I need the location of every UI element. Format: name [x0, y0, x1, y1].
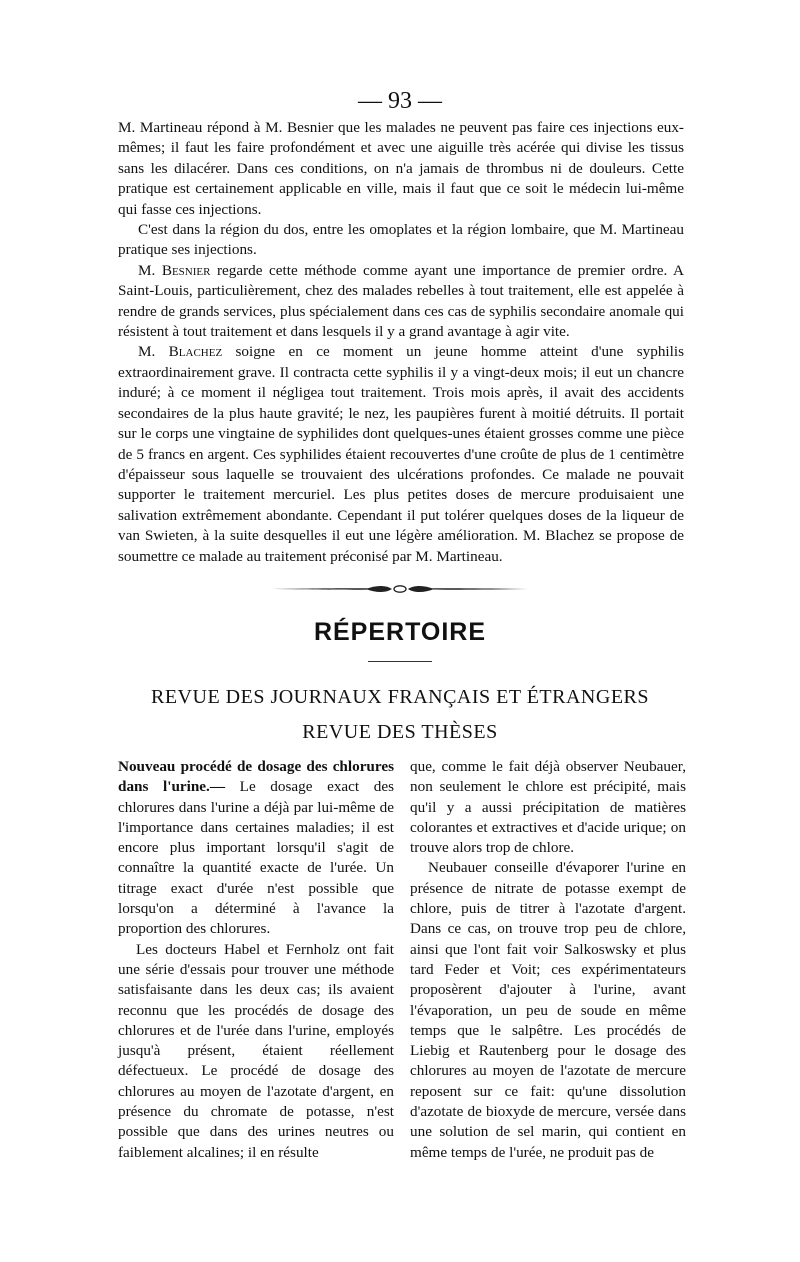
discussion-text	[118, 118, 684, 567]
page-number: — 93 —	[358, 88, 442, 114]
article-title: Nouveau procédé de dosage des chlorures dans l'urine.—	[118, 758, 394, 796]
paragraph-blachez: M. Blachez soigne en ce moment un jeune homme atteint d'une syphilis extraordinairement grave. Il contracta cette syphilis il y a vingt-deux mois; il eut un chancre induré; à ce moment il négligea tout traitement. Trois mois après, il avait des accidents secondaires de la plus haute gravité; le nez, les paupières furent à moitié détruits. Il portait sur le corps une vingtaine de syphilides dont quelques-unes étaient grosses comme une pièce de 5 francs en argent. Ces syphilides étaient recouvertes d'une croûte de plus de 1 centimètre d'épaisseur sous laquelle se trouvaient des ulcérations profondes. Ce malade ne pouvait supporter le traitement mercuriel. Les plus petites doses de mercure produisaient une salivation extrêmement abondante. Cependant il put tolérer quelques doses de la liqueur de van Swieten, à la suite desquelles il eut une légère amélioration. M. Blachez se propose de soumettre ce malade au traitement préconisé par M. Martineau.	[118, 343, 684, 565]
article-left-column	[118, 757, 394, 1163]
speaker-name: Besnier	[161, 261, 211, 279]
speaker-name: Blachez	[168, 343, 223, 361]
paragraph-text: regarde cette méthode comme ayant une importance de premier ordre. A Saint-Louis, particulièrement, chez des malades rebelles à tout traitement, elle est appelée à rendre de grands services, plus spécialement dans ces cas de syphilis secondaire anomale qui résistent à tout traitement et dans lesquels il y a grand avantage à agir vite.	[118, 261, 684, 341]
subtitle-theses: REVUE DES THÈSES	[302, 721, 498, 743]
article-right-column	[410, 757, 686, 1163]
article-paragraph: que, comme le fait déjà observer Neubauer, non seulement le chlore est précipité, mais qu'il y a aussi précipitation de matières colorantes et extractives et d'acide urique; on trouve alors trop de chlore.	[410, 758, 686, 857]
ornamental-separator	[0, 583, 800, 595]
paragraph-injection-site: C'est dans la région du dos, entre les omoplates et la région lombaire, que M. Martineau pratique ses injections.	[118, 221, 684, 259]
article-paragraph: Les docteurs Habel et Fernholz ont fait une série d'essais pour trouver une méthode satisfaisante dans les deux cas; ils avaient reconnu que les procédés de dosage des chlorures et de l'urée dans l'urine, employés jusqu'à présent, étaient réellement défectueux. Le procédé de dosage des chlorures au moyen de l'azotate d'argent, en présence du chromate de potasse, n'est possible que dans des urines neutres ou faiblement alcalines; il en résulte	[118, 940, 394, 1161]
paragraph-martineau: M. Martineau répond à M. Besnier que les malades ne peuvent pas faire ces injections eux-mêmes; il faut les faire profondément et avec une aiguille très acérée qui divise les tissus sans les dilacérer. Dans ces conditions, on n'a jamais de thrombus ni de douleurs. Cette pratique est certainement applicable en ville, mais il faut que ce soit le médecin lui-même qui fasse ces injections.	[118, 119, 684, 218]
article-first-paragraph	[118, 757, 394, 940]
article-paragraph: Neubauer conseille d'évaporer l'urine en présence de nitrate de potasse exempt de chlore, puis de titrer à l'azotate d'argent. Dans ce cas, on trouve trop peu de chlore, ainsi que l'ont fait voir Salkoswsky et plus tard Feder et Voit; ces expérimentateurs proposèrent d'ajouter à l'urine, avant l'évaporation, un peu de soude en même temps que le salpêtre. Les procédés de Liebig et Rautenberg pour le dosage des chlorures au moyen de l'azotate de mercure reposent sur ce fait: qu'une dissolution d'azotate de bioxyde de mercure, versée dans une solution de sel marin, qui contient en même temps de l'urée, ne produit pas de	[410, 859, 686, 1161]
title-rule	[368, 661, 432, 662]
section-title: RÉPERTOIRE	[313, 618, 487, 646]
subtitle-journaux: REVUE DES JOURNAUX FRANÇAIS ET ÉTRANGERS	[151, 686, 649, 708]
paragraph-besnier: M. Besnier regarde cette méthode comme ayant une importance de premier ordre. A Saint-Louis, particulièrement, chez des malades rebelles à tout traitement, elle est appelée à rendre de grands services, plus spécialement dans ces cas de syphilis secondaire anomale qui résistent à tout traitement et dans lesquels il y a grand avantage à agir vite.	[118, 261, 684, 341]
article-text: Le dosage exact des chlorures dans l'urine a déjà par lui-même de l'importance dans certaines maladies; il est encore plus important lorsqu'il s'agit de connaître la quantité exacte de l'urée. Un titrage exact d'urée n'est possible que lorsqu'on a déterminé à l'avance la proportion des chlorures.	[118, 778, 395, 938]
paragraph-text: soigne en ce moment un jeune homme atteint d'une syphilis extraordinairement grave. Il contracta cette syphilis il y a vingt-deux mois; il eut un chancre induré; à ce moment il négligea tout traitement. Trois mois après, il avait des accidents secondaires de la plus haute gravité; le nez, les paupières furent à moitié détruits. Il portait sur le corps une vingtaine de syphilides dont quelques-unes étaient grosses comme une pièce de 5 francs en argent. Ces syphilides étaient recouvertes d'une croûte de plus de 1 centimètre d'épaisseur sous laquelle se trouvaient des ulcérations profondes. Ce malade ne pouvait supporter le traitement mercuriel. Les plus petites doses de mercure produisaient une salivation extrêmement abondante. Cependant il put tolérer quelques doses de la liqueur de van Swieten, à la suite desquelles il eut une légère amélioration. M. Blachez se propose de soumettre ce malade au traitement préconisé par M. Martineau.	[118, 343, 684, 565]
